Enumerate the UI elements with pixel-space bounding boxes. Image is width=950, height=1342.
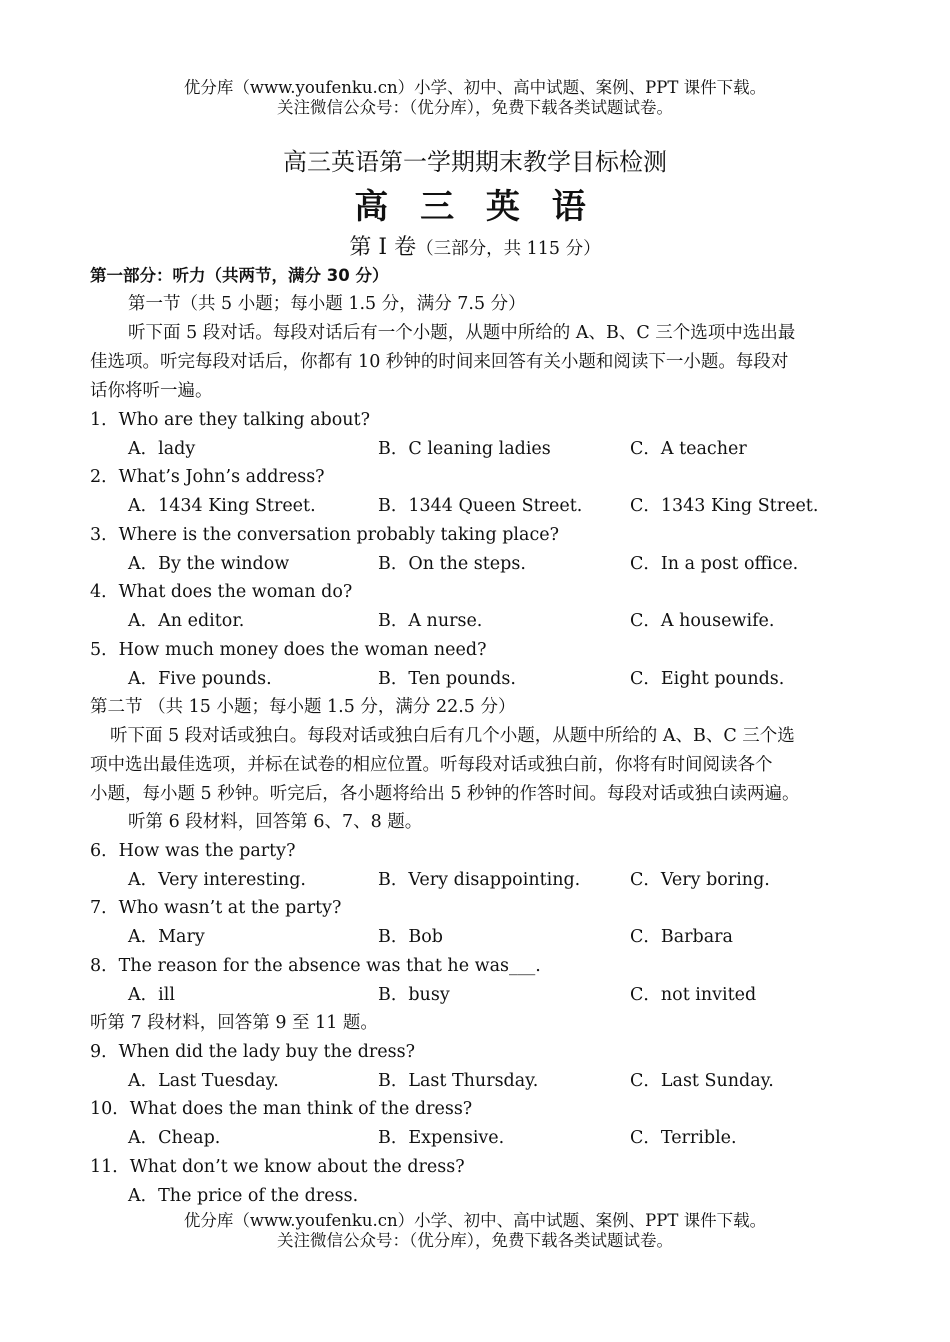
q8-option-c: C．not invited <box>630 985 757 1005</box>
question-10: 10．What does the man think of the dress? <box>90 1099 473 1119</box>
q1-option-b: B．C leaning ladies <box>378 439 551 459</box>
question-7: 7．Who wasn’t at the party? <box>90 898 342 918</box>
question-2: 2．What’s John’s address? <box>90 467 325 487</box>
section1-instruction-line-1: 听下面 5 段对话。每段对话后有一个小题，从题中所给的 A、B、C 三个选项中选出最 <box>128 323 796 343</box>
question-4: 4．What does the woman do? <box>90 582 353 602</box>
q1-option-a: A．lady <box>128 439 196 459</box>
q3-option-b: B．On the steps. <box>378 554 526 574</box>
q7-option-a: A．Mary <box>128 927 205 947</box>
footer-line-1: 优分库（www.youfenku.cn）小学、初中、高中试题、案例、PPT 课件下载。 <box>183 1211 767 1230</box>
q8-option-b: B．busy <box>378 985 450 1005</box>
q4-option-c: C．A housewife. <box>630 611 775 631</box>
header-line-1: 优分库（www.youfenku.cn）小学、初中、高中试题、案例、PPT 课件下载。 <box>183 78 767 97</box>
q2-option-a: A．1434 King Street. <box>128 496 316 516</box>
section2-instruction-line-1: 听下面 5 段对话或独白。每段对话或独白后有几个小题，从题中所给的 A、B、C 三个选 <box>110 726 795 746</box>
q10-option-a: A．Cheap. <box>128 1128 221 1148</box>
question-11: 11．What don’t we know about the dress? <box>90 1157 465 1177</box>
material-6-instruction: 听第 6 段材料，回答第 6、7、8 题。 <box>128 812 423 832</box>
question-8: 8．The reason for the absence was that he was___. <box>90 956 541 976</box>
section2-instruction-line-2: 项中选出最佳选项，并标在试卷的相应位置。听每段对话或独白前，你将有时间阅读各个 <box>90 755 773 775</box>
q6-option-b: B．Very disappointing. <box>378 870 581 890</box>
q2-option-b: B．1344 Queen Street. <box>378 496 583 516</box>
q10-option-b: B．Expensive. <box>378 1128 505 1148</box>
q1-option-c: C．A teacher <box>630 439 747 459</box>
q9-option-a: A．Last Tuesday. <box>128 1071 279 1091</box>
q5-option-c: C．Eight pounds. <box>630 669 785 689</box>
exam-title: 高三英语第一学期期末教学目标检测 <box>283 148 667 176</box>
q5-option-a: A．Five pounds. <box>128 669 272 689</box>
question-1: 1．Who are they talking about? <box>90 410 370 430</box>
volume-note: （三部分，共 115 分） <box>416 239 601 259</box>
part1-heading: 第一部分：听力（共两节，满分 30 分） <box>90 266 389 285</box>
question-6: 6．How was the party? <box>90 841 296 861</box>
q10-option-c: C．Terrible. <box>630 1128 737 1148</box>
section1-instruction-line-2: 佳选项。听完每段对话后，你都有 10 秒钟的时间来回答有关小题和阅读下一小题。每段对 <box>90 352 789 372</box>
q11-option-a: A．The price of the dress. <box>128 1186 359 1206</box>
question-5: 5．How much money does the woman need? <box>90 640 487 660</box>
section2-instruction-line-3: 小题，每小题 5 秒钟。听完后，各小题将给出 5 秒钟的作答时间。每段对话或独白读两遍。 <box>90 784 800 804</box>
footer-line-2: 关注微信公众号：（优分库），免费下载各类试题试卷。 <box>277 1231 673 1250</box>
header-line-2: 关注微信公众号：（优分库），免费下载各类试题试卷。 <box>277 98 673 117</box>
q4-option-a: A．An editor. <box>128 611 245 631</box>
q6-option-a: A．Very interesting. <box>128 870 306 890</box>
q5-option-b: B．Ten pounds. <box>378 669 516 689</box>
q9-option-c: C．Last Sunday. <box>630 1071 774 1091</box>
q7-option-b: B．Bob <box>378 927 443 947</box>
section1-heading: 第一节（共 5 小题；每小题 1.5 分，满分 7.5 分） <box>128 294 526 314</box>
volume-title <box>0 233 950 264</box>
q7-option-c: C．Barbara <box>630 927 733 947</box>
section1-instruction-line-3: 话你将听一遍。 <box>90 381 213 401</box>
q2-option-c: C．1343 King Street. <box>630 496 819 516</box>
question-9: 9．When did the lady buy the dress? <box>90 1042 415 1062</box>
volume-label: 第 I 卷 <box>349 235 417 260</box>
q9-option-b: B．Last Thursday. <box>378 1071 539 1091</box>
q6-option-c: C．Very boring. <box>630 870 770 890</box>
section2-heading: 第二节 （共 15 小题；每小题 1.5 分，满分 22.5 分） <box>90 697 516 717</box>
q3-option-c: C．In a post office. <box>630 554 799 574</box>
q4-option-b: B．A nurse. <box>378 611 483 631</box>
subject-title: 高 三 英 语 <box>354 187 596 227</box>
q8-option-a: A．ill <box>128 985 175 1005</box>
question-3: 3．Where is the conversation probably taking place? <box>90 525 559 545</box>
material-7-instruction: 听第 7 段材料，回答第 9 至 11 题。 <box>90 1013 378 1033</box>
q3-option-a: A．By the window <box>128 554 290 574</box>
